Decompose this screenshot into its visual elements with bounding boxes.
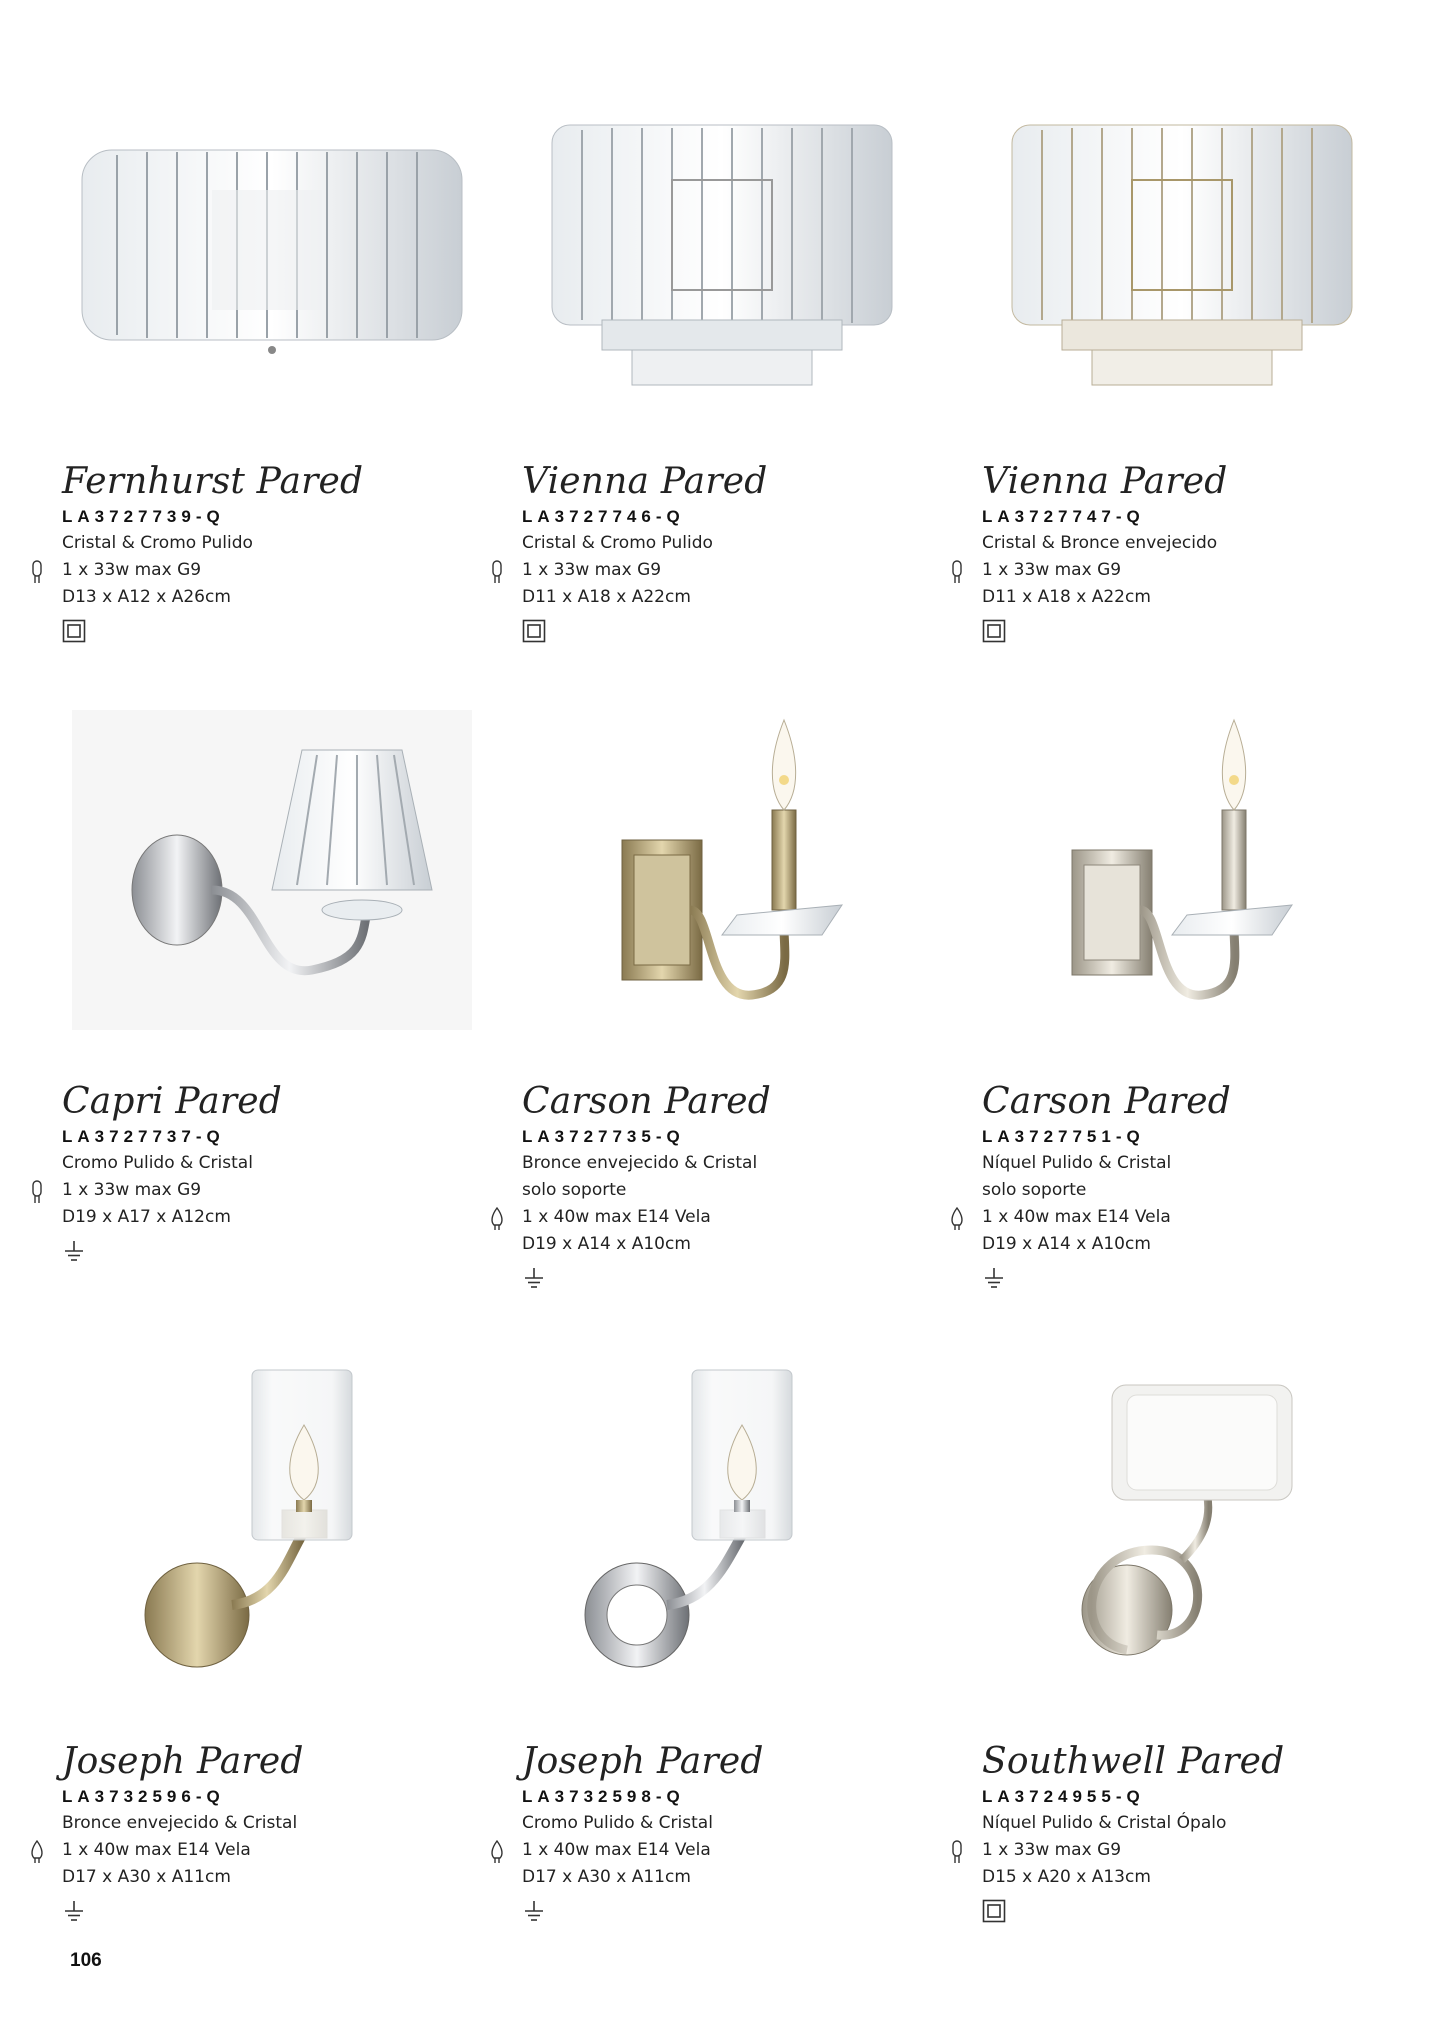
product-name: Carson Pared: [522, 1081, 772, 1122]
product-photo: [522, 80, 942, 420]
product-info: [982, 1080, 1231, 1294]
product-dimensions: D19 x A14 x A10cm: [982, 1234, 1151, 1254]
class-ii-double-square-icon: [62, 619, 86, 643]
product-code: LA3732596-Q: [62, 1787, 225, 1806]
product-info: [982, 1740, 1284, 1927]
product-info: [982, 460, 1228, 647]
product-bulb-spec: 1 x 33w max G9: [522, 557, 768, 584]
product-bulb-spec: 1 x 33w max G9: [982, 1837, 1284, 1864]
earth-ground-icon: [522, 1266, 546, 1290]
candle-bulb-icon: [488, 1839, 506, 1865]
product-material: Níquel Pulido & Cristal Ópalo: [982, 1813, 1227, 1833]
product-bulb-spec: 1 x 33w max G9: [982, 557, 1228, 584]
product-name: Vienna Pared: [982, 461, 1228, 502]
product-code: LA3727746-Q: [522, 507, 685, 526]
product-note: solo soporte: [522, 1180, 627, 1200]
earth-ground-icon: [62, 1239, 86, 1263]
crystal-drum-wall-light-image: [62, 80, 482, 420]
earth-ground-icon: [62, 1899, 86, 1923]
glass-cylinder-wall-light-chrome-image: [522, 1360, 942, 1700]
product-photo: [982, 80, 1402, 420]
product-material: Cromo Pulido & Cristal: [522, 1813, 713, 1833]
product-code: LA3732598-Q: [522, 1787, 685, 1806]
product-info: [522, 1080, 771, 1294]
candle-bulb-icon: [488, 1206, 506, 1232]
product-name: Joseph Pared: [62, 1741, 304, 1782]
product-info: [522, 1740, 764, 1927]
product-photo: [62, 80, 482, 420]
product-bulb-spec: 1 x 33w max G9: [62, 557, 363, 584]
product-dimensions: D17 x A30 x A11cm: [522, 1867, 691, 1887]
g9-capsule-icon: [948, 559, 966, 585]
product-bulb-spec: 1 x 40w max E14 Vela: [62, 1837, 304, 1864]
product-name: Joseph Pared: [522, 1741, 764, 1782]
product-info: [62, 1740, 304, 1927]
product-material: Bronce envejecido & Cristal: [522, 1153, 758, 1173]
product-dimensions: D11 x A18 x A22cm: [522, 587, 691, 607]
class-ii-double-square-icon: [522, 619, 546, 643]
product-photo: [522, 700, 942, 1040]
product-code: LA3727751-Q: [982, 1127, 1145, 1146]
opal-drum-wall-light-nickel-image: [982, 1360, 1402, 1700]
product-name: Carson Pared: [982, 1081, 1232, 1122]
product-info: [62, 1080, 282, 1267]
product-material: Cristal & Cromo Pulido: [522, 533, 713, 553]
product-code: LA3727735-Q: [522, 1127, 685, 1146]
crystal-tiered-wall-light-image: [522, 80, 942, 420]
product-code: LA3727747-Q: [982, 507, 1145, 526]
g9-capsule-icon: [28, 559, 46, 585]
candle-arm-wall-light-nickel-image: [982, 700, 1402, 1040]
product-dimensions: D19 x A17 x A12cm: [62, 1207, 231, 1227]
product-photo: [982, 700, 1402, 1040]
product-dimensions: D19 x A14 x A10cm: [522, 1234, 691, 1254]
product-name: Vienna Pared: [522, 461, 768, 502]
product-note: solo soporte: [982, 1180, 1087, 1200]
product-photo: [62, 1360, 482, 1700]
product-bulb-spec: 1 x 40w max E14 Vela: [522, 1204, 771, 1231]
product-bulb-spec: 1 x 40w max E14 Vela: [982, 1204, 1231, 1231]
product-material: Cromo Pulido & Cristal: [62, 1153, 253, 1173]
class-ii-double-square-icon: [982, 1899, 1006, 1923]
product-name: Southwell Pared: [982, 1741, 1285, 1782]
candle-arm-wall-light-bronze-image: [522, 700, 942, 1040]
product-bulb-spec: 1 x 33w max G9: [62, 1177, 282, 1204]
g9-capsule-icon: [488, 559, 506, 585]
page-number: 106: [70, 1950, 102, 1971]
earth-ground-icon: [982, 1266, 1006, 1290]
product-name: Capri Pared: [62, 1081, 283, 1122]
candle-bulb-icon: [948, 1206, 966, 1232]
product-dimensions: D15 x A20 x A13cm: [982, 1867, 1151, 1887]
crystal-tiered-wall-light-bronze-image: [982, 80, 1402, 420]
class-ii-double-square-icon: [982, 619, 1006, 643]
product-bulb-spec: 1 x 40w max E14 Vela: [522, 1837, 764, 1864]
product-code: LA3727737-Q: [62, 1127, 225, 1146]
product-photo: [982, 1360, 1402, 1700]
glass-cylinder-wall-light-bronze-image: [62, 1360, 482, 1700]
product-name: Fernhurst Pared: [62, 461, 364, 502]
crystal-shade-arm-wall-light-image: [62, 700, 482, 1040]
product-photo: [62, 700, 482, 1040]
product-material: Cristal & Cromo Pulido: [62, 533, 253, 553]
product-dimensions: D17 x A30 x A11cm: [62, 1867, 231, 1887]
product-dimensions: D11 x A18 x A22cm: [982, 587, 1151, 607]
candle-bulb-icon: [28, 1839, 46, 1865]
product-material: Níquel Pulido & Cristal: [982, 1153, 1172, 1173]
product-info: [522, 460, 768, 647]
earth-ground-icon: [522, 1899, 546, 1923]
product-info: [62, 460, 363, 647]
g9-capsule-icon: [28, 1179, 46, 1205]
product-code: LA3727739-Q: [62, 507, 225, 526]
product-code: LA3724955-Q: [982, 1787, 1145, 1806]
product-photo: [522, 1360, 942, 1700]
product-material: Bronce envejecido & Cristal: [62, 1813, 298, 1833]
product-material: Cristal & Bronce envejecido: [982, 533, 1218, 553]
g9-capsule-icon: [948, 1839, 966, 1865]
product-dimensions: D13 x A12 x A26cm: [62, 587, 231, 607]
